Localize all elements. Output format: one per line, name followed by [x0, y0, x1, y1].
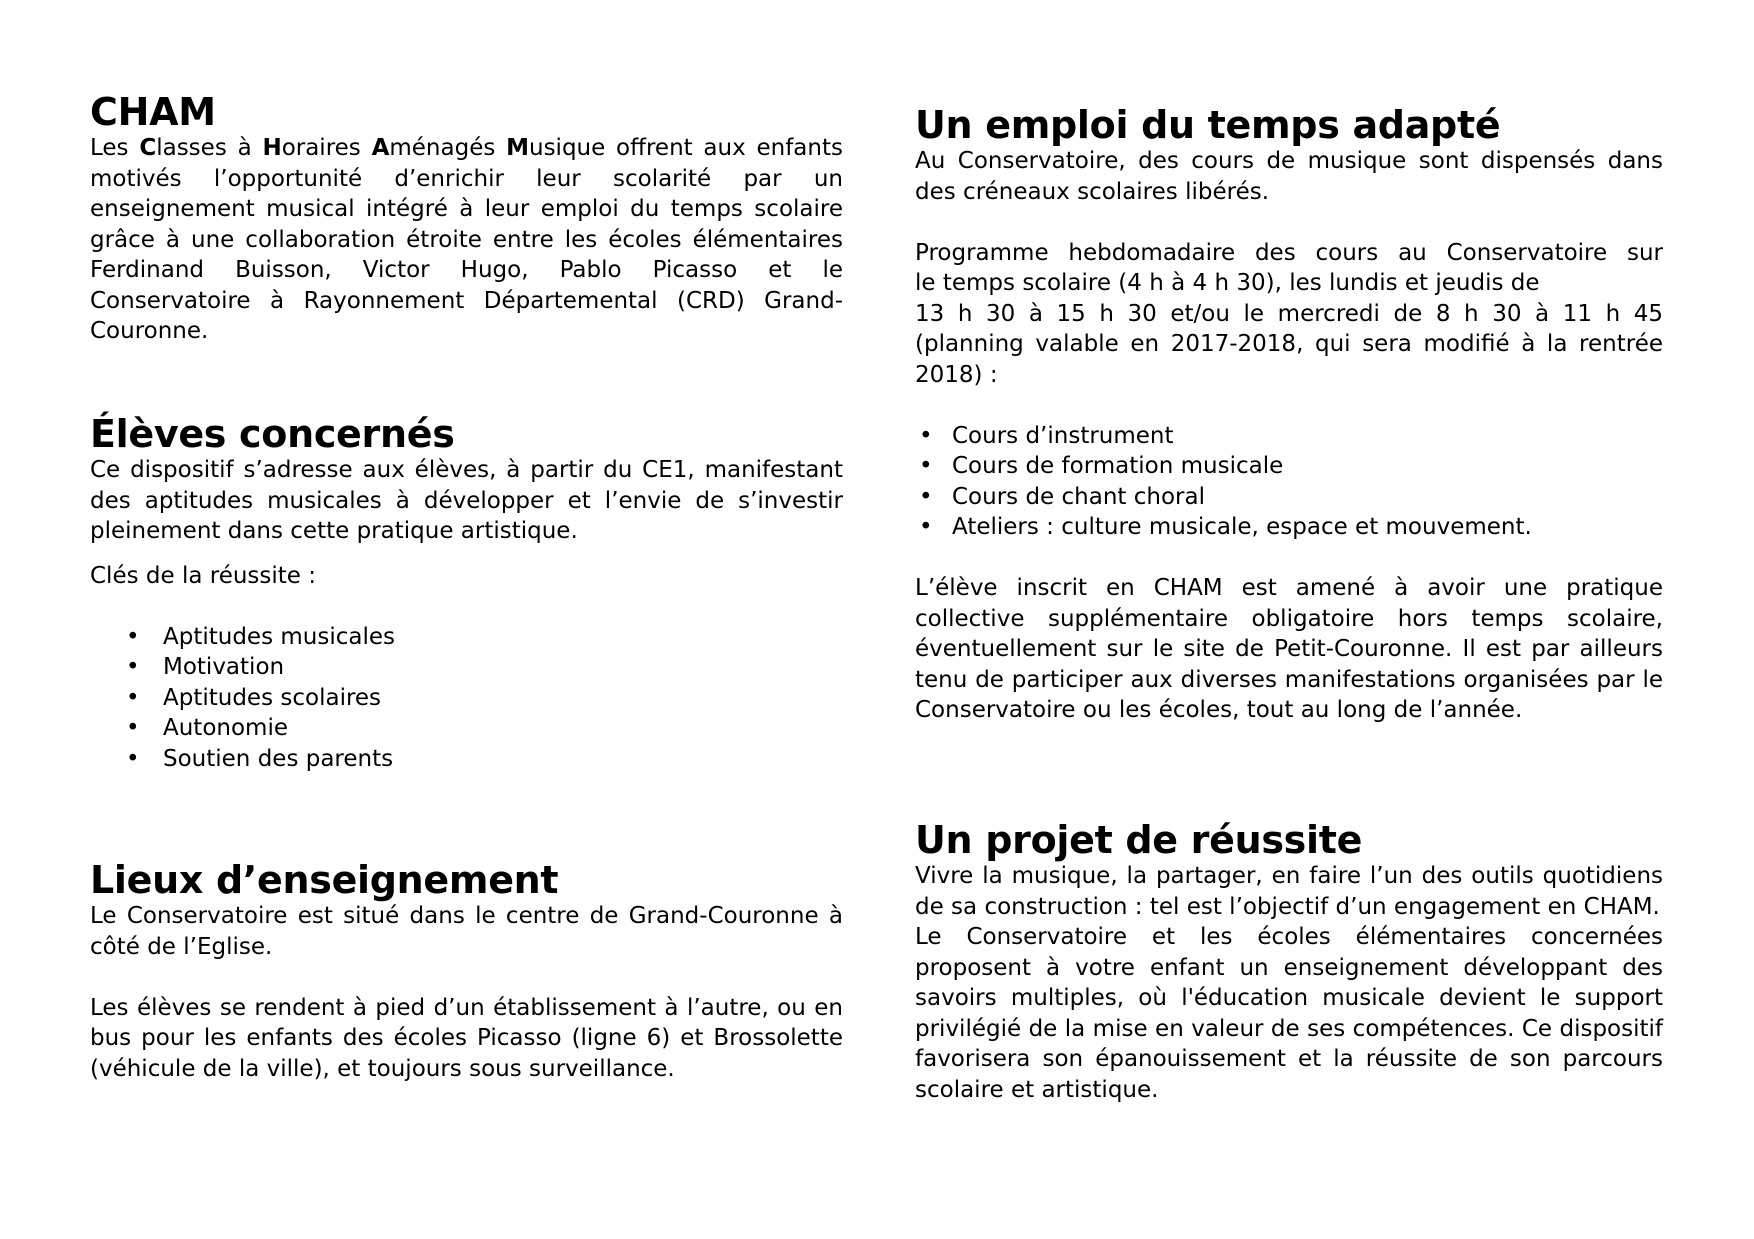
emploi-schedule-rest: 13 h 30 à 15 h 30 et/ou le mercredi de 8 h 30 à 11 h 45 (planning valable en 2017-2018, qui sera modifié à la rentrée 2018) :	[915, 300, 1663, 388]
courses-list	[915, 421, 1663, 543]
bullet-icon: •	[126, 684, 140, 711]
list-item: • Ateliers : culture musicale, espace et mouvement.	[915, 512, 1663, 543]
emploi-schedule-line-1: Programme hebdomadaire des cours au Conservatoire sur	[915, 239, 1663, 266]
list-item: • Cours de formation musicale	[915, 451, 1663, 482]
bullet-icon: •	[126, 745, 140, 772]
list-item: • Soutien des parents	[90, 744, 843, 775]
section-emploi	[915, 105, 1663, 726]
emploi-schedule-line-2: le temps scolaire (4 h à 4 h 30), les lundis et jeudis de	[915, 270, 1540, 296]
projet-paragraph-1: Vivre la musique, la partager, en faire l’un des outils quotidiens de sa construction : tel est l’objectif d’un engagement en CHAM.	[915, 863, 1663, 920]
right-column	[915, 0, 1663, 1239]
bullet-icon: •	[919, 514, 933, 540]
section-lieux	[90, 860, 843, 1084]
keys-label: Clés de la réussite :	[90, 562, 317, 589]
section-title-eleves: Élèves concernés	[90, 412, 455, 456]
keys-list	[90, 622, 843, 775]
eleves-paragraph: Ce dispositif s’adresse aux élèves, à partir du CE1, manifestant des aptitudes musicales à développer et l’envie de s’investir pleinement dans cette pratique artistique.	[90, 457, 843, 544]
lieux-paragraph-1: Le Conservatoire est situé dans le centre de Grand-Couronne à côté de l’Eglise.	[90, 903, 843, 960]
list-item: • Cours d’instrument	[915, 421, 1663, 452]
list-item: • Aptitudes musicales	[90, 622, 843, 653]
cham-intro-paragraph: Les Classes à Horaires Aménagés Musique offrent aux enfants motivés l’opportunité d’enrichir leur scolarité par un enseignement musical intégré à leur emploi du temps scolaire grâce à une collaboration étroite entre les écoles élémentaires Ferdinand Buisson, Victor Hugo, Pablo Picasso et le Conservatoire à Rayonnement Départemental (CRD) Grand-Couronne.	[90, 135, 843, 344]
bullet-icon: •	[919, 422, 933, 449]
section-title-projet: Un projet de réussite	[915, 818, 1363, 862]
bullet-icon: •	[126, 715, 140, 741]
section-title-cham: CHAM	[90, 90, 216, 134]
emploi-paragraph-1: Au Conservatoire, des cours de musique sont dispensés dans des créneaux scolaires libérés.	[915, 148, 1663, 205]
list-item: • Motivation	[90, 652, 843, 683]
emploi-paragraph-3: L’élève inscrit en CHAM est amené à avoir une pratique collective supplémentaire obligatoire hors temps scolaire, éventuellement sur le site de Petit-Couronne. Il est par ailleurs tenu de participer aux diverses manifestations organisées par le Conservatoire ou les écoles, tout au long de l’année.	[915, 575, 1663, 723]
section-title-lieux: Lieux d’enseignement	[90, 858, 559, 902]
list-item: • Cours de chant choral	[915, 482, 1663, 513]
list-item: • Aptitudes scolaires	[90, 683, 843, 714]
projet-paragraph-2: Le Conservatoire et les écoles élémentaires concernées proposent à votre enfant un enseignement développant des savoirs multiples, où l'éducation musicale devient le support privilégié de la mise en valeur de ses compétences. Ce dispositif favorisera son épanouissement et la réussite de son parcours scolaire et artistique.	[915, 924, 1663, 1103]
section-projet	[915, 820, 1663, 1105]
left-column	[90, 0, 843, 1239]
list-item: • Autonomie	[90, 713, 843, 744]
bullet-icon: •	[126, 623, 140, 650]
lieux-paragraph-2: Les élèves se rendent à pied d’un établissement à l’autre, ou en bus pour les enfants des écoles Picasso (ligne 6) et Brossolette (véhicule de la ville), et toujours sous surveillance.	[90, 994, 843, 1082]
bullet-icon: •	[919, 483, 933, 510]
section-eleves	[90, 414, 843, 774]
bullet-icon: •	[919, 453, 933, 479]
section-cham	[90, 92, 843, 347]
section-title-emploi: Un emploi du temps adapté	[915, 103, 1501, 147]
bullet-icon: •	[126, 654, 140, 680]
